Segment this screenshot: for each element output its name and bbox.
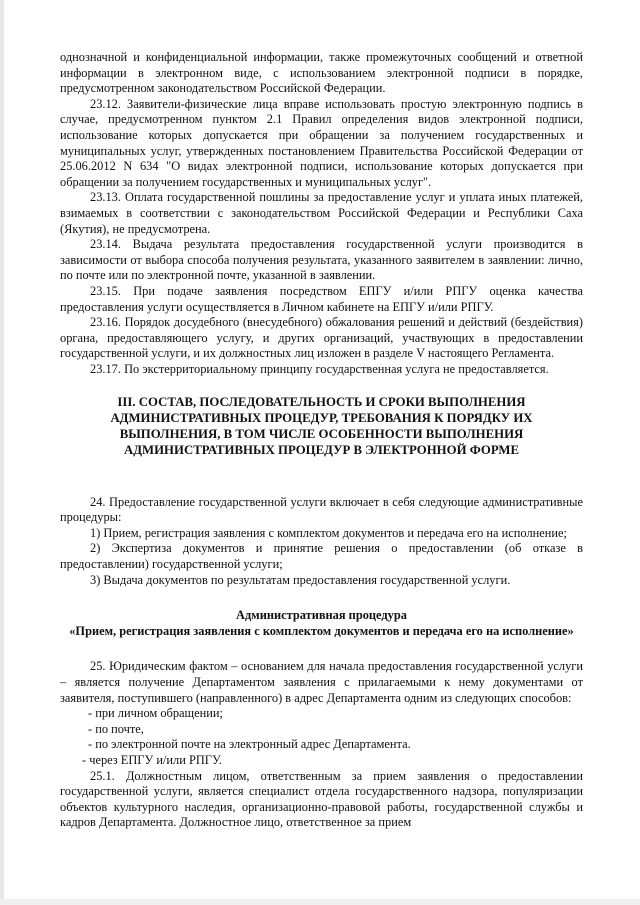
paragraph-23-13: 23.13. Оплата государственной пошлины за предоставление услуг и уплата иных платежей, взимаемых в соответствии с законодательством Российской Федерации и Республики Саха (Якутия), не предусмотрена. <box>60 190 583 236</box>
method-item-1: - при личном обращении; <box>88 706 223 721</box>
procedure-item-2: 2) Экспертиза документов и принятие решения о предоставлении (об отказе в предоставлении) государственной услуги; <box>60 541 583 572</box>
procedure-item-3: 3) Выдача документов по результатам предоставления государственной услуги. <box>90 572 511 587</box>
paragraph-25-1: 25.1. Должностным лицом, ответственным за прием заявления о предоставлении государственной услуги, является специалист отдела государственного надзора, популяризации объектов культурного наследия, организационно-правовой работы, государственной службы и кадров Департамента. Должностное лицо, ответственное за прием <box>60 768 583 830</box>
paragraph-continuation: однозначной и конфиденциальной информации, также промежуточных сообщений и ответной информации в электронном виде, с использованием электронной подписи в порядке, предусмотренном законодательством Российской Федерации. <box>60 50 583 96</box>
method-item-4: - через ЕПГУ и/или РПГУ. <box>82 752 222 767</box>
section-heading: III. СОСТАВ, ПОСЛЕДОВАТЕЛЬНОСТЬ И СРОКИ ВЫПОЛНЕНИЯ АДМИНИСТРАТИВНЫХ ПРОЦЕДУР, ТРЕБОВАНИЯ К ПОРЯДКУ ИХ ВЫПОЛНЕНИЯ, В ТОМ ЧИСЛЕ ОСОБЕННОСТИ ВЫПОЛНЕНИЯ АДМИНИСТРАТИВНЫХ ПРОЦЕДУР В ЭЛЕКТРОННОЙ ФОРМЕ <box>110 395 533 457</box>
method-item-3: - по электронной почте на электронный адрес Департамента. <box>88 737 411 752</box>
paragraph-23-12: 23.12. Заявители-физические лица вправе использовать простую электронную подпись в случае, предусмотренном пунктом 2.1 Правил определения видов электронной подписи, использование которых допускается при обращении за получением государственных и муниципальных услуг, утвержденных постановлением Правительства Российской Федерации от 25.06.2012 N 634 "О видах электронной подписи, использование которых допускается при обращении за получением государственных и муниципальных услуг". <box>60 96 583 189</box>
procedure-item-1: 1) Прием, регистрация заявления с комплектом документов и передача его на исполнение; <box>90 525 567 540</box>
scan-edge <box>0 0 4 905</box>
scan-bottom-edge <box>0 899 640 905</box>
method-item-2: - по почте, <box>88 721 144 736</box>
paragraph-25: 25. Юридическим фактом – основанием для начала предоставления государственной услуги – является получение Департаментом заявления с прилагаемыми к нему документами от заявителя, поступившего (направленного) в адрес Департамента одним из следующих способов: <box>60 659 583 705</box>
document-page <box>60 50 583 831</box>
paragraph-23-16: 23.16. Порядок досудебного (внесудебного) обжалования решений и действий (бездействия) органа, предоставляющего услугу, и других организаций, участвующих в предоставлении государственной услуги, и их должностных лиц изложен в разделе V настоящего Регламента. <box>60 315 583 361</box>
paragraph-23-15: 23.15. При подаче заявления посредством ЕПГУ и/или РПГУ оценка качества предоставления услуги осуществляется в Личном кабинете на ЕПГУ и/или РПГУ. <box>60 283 583 314</box>
paragraph-23-17: 23.17. По экстерриториальному принципу государственная услуга не предоставляется. <box>90 361 549 376</box>
procedure-title: «Прием, регистрация заявления с комплектом документов и передача его на исполнение» <box>69 623 574 638</box>
paragraph-23-14: 23.14. Выдача результата предоставления государственной услуги производится в зависимости от выбора способа получения результата, указанного заявителем в заявлении: лично, по почте или по электронной почте, указанной в заявлении. <box>60 237 583 283</box>
paragraph-24: 24. Предоставление государственной услуги включает в себя следующие административные процедуры: <box>60 494 583 525</box>
procedure-label: Административная процедура <box>236 608 407 623</box>
